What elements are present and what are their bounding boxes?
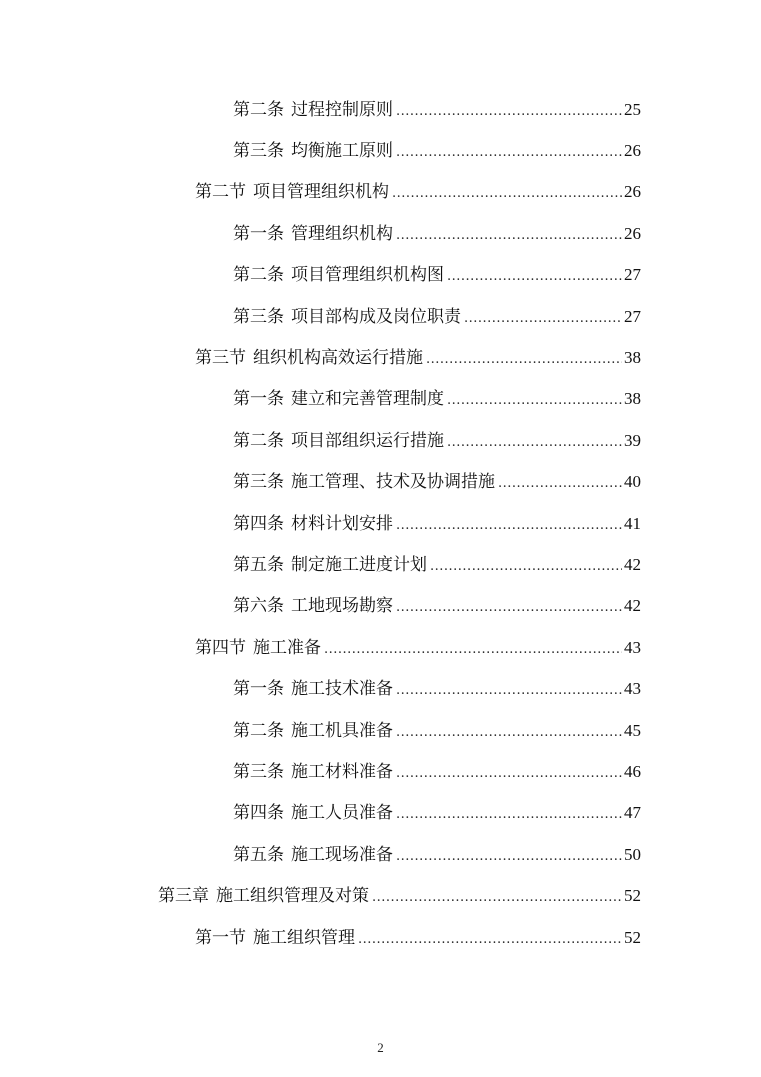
toc-entry-row — [233, 555, 641, 577]
toc-dot-leader — [396, 598, 622, 618]
toc-entry-heading — [233, 472, 495, 492]
toc-dot-leader — [498, 474, 622, 494]
toc-entry-page: 47 — [624, 803, 641, 823]
toc-entry-title: 制定施工进度计划 — [291, 554, 427, 575]
toc-dot-leader — [396, 847, 622, 867]
toc-entry-number: 第一节 — [195, 927, 246, 948]
toc-dot-leader — [447, 433, 622, 453]
page-number: 2 — [377, 1040, 384, 1055]
toc-entry-row — [233, 679, 641, 701]
toc-entry-heading — [233, 555, 427, 575]
toc-entry-number: 第二条 — [233, 265, 284, 286]
toc-dot-leader — [396, 764, 622, 784]
toc-entry-number: 第二条 — [233, 430, 284, 451]
toc-entry-page: 52 — [624, 927, 641, 947]
toc-entry-page: 38 — [624, 389, 641, 409]
toc-entry-page: 41 — [624, 513, 641, 533]
toc-entry[interactable] — [0, 380, 761, 421]
toc-entry-heading — [233, 224, 393, 244]
toc-entry-title: 建立和完善管理制度 — [291, 389, 444, 410]
toc-entry[interactable] — [0, 90, 761, 131]
toc-entry-title: 施工技术准备 — [291, 679, 393, 700]
toc-dot-leader — [396, 681, 622, 701]
toc-dot-leader — [396, 143, 622, 163]
toc-entry-title: 项目管理组织机构图 — [291, 265, 444, 286]
toc-entry-number: 第二条 — [233, 99, 284, 120]
toc-entry-title: 管理组织机构 — [291, 223, 393, 244]
toc-entry[interactable] — [0, 628, 761, 669]
toc-entry-heading — [195, 928, 355, 948]
toc-entry-number: 第五条 — [233, 554, 284, 575]
toc-entry-number: 第三节 — [195, 348, 246, 369]
toc-entry-row — [233, 803, 641, 825]
toc-dot-leader — [430, 557, 622, 577]
toc-entry-title: 施工材料准备 — [291, 761, 393, 782]
toc-entry-row — [195, 928, 641, 950]
toc-entry-row — [233, 762, 641, 784]
toc-dot-leader — [396, 805, 622, 825]
toc-dot-leader — [396, 226, 622, 246]
toc-entry-row — [233, 721, 641, 743]
toc-entry-number: 第二节 — [195, 182, 246, 203]
toc-entry[interactable] — [0, 504, 761, 545]
toc-entry-number: 第三条 — [233, 761, 284, 782]
toc-entry-row — [233, 472, 641, 494]
toc-entry-heading — [233, 431, 444, 451]
toc-entry-page: 45 — [624, 720, 641, 740]
toc-entry[interactable] — [0, 421, 761, 462]
toc-entry-page: 26 — [624, 141, 641, 161]
toc-entry[interactable] — [0, 918, 761, 959]
toc-entry[interactable] — [0, 669, 761, 710]
toc-dot-leader — [447, 267, 622, 287]
toc-entry-row — [195, 182, 641, 204]
toc-dot-leader — [396, 102, 622, 122]
toc-entry-number: 第二条 — [233, 720, 284, 741]
toc-entry-heading — [233, 679, 393, 699]
toc-entry-row — [233, 431, 641, 453]
toc-entry[interactable] — [0, 338, 761, 379]
toc-entry-heading — [158, 886, 369, 906]
toc-entry-title: 施工组织管理及对策 — [216, 886, 369, 907]
toc-entry-heading — [233, 141, 393, 161]
toc-entry-row — [233, 596, 641, 618]
toc-entry-page: 26 — [624, 182, 641, 202]
toc-entry-number: 第四节 — [195, 637, 246, 658]
toc-entry-title: 项目管理组织机构 — [253, 182, 389, 203]
toc-entry-page: 43 — [624, 637, 641, 657]
toc-entry-number: 第三条 — [233, 141, 284, 162]
toc-entry-row — [195, 638, 641, 660]
toc-entry-number: 第六条 — [233, 596, 284, 617]
toc-entry[interactable] — [0, 835, 761, 876]
toc-entry[interactable] — [0, 131, 761, 172]
toc-entry-heading — [195, 182, 389, 202]
toc-entry-title: 施工机具准备 — [291, 720, 393, 741]
toc-entry-number: 第三章 — [158, 886, 209, 907]
toc-entry-title: 施工管理、技术及协调措施 — [291, 472, 495, 493]
toc-entry-number: 第三条 — [233, 472, 284, 493]
toc-entry-title: 项目部构成及岗位职责 — [291, 306, 461, 327]
toc-entry-title: 施工组织管理 — [253, 927, 355, 948]
toc-entry-page: 42 — [624, 596, 641, 616]
toc-entry[interactable] — [0, 214, 761, 255]
toc-entry-row — [233, 100, 641, 122]
toc-entry-row — [233, 141, 641, 163]
toc-entry[interactable] — [0, 256, 761, 297]
toc-entry[interactable] — [0, 876, 761, 917]
toc-entry[interactable] — [0, 297, 761, 338]
toc-entry-title: 工地现场勘察 — [291, 596, 393, 617]
toc-entry-page: 26 — [624, 223, 641, 243]
toc-entry-title: 施工人员准备 — [291, 803, 393, 824]
toc-entry[interactable] — [0, 545, 761, 586]
toc-entry-number: 第一条 — [233, 679, 284, 700]
toc-entry[interactable] — [0, 173, 761, 214]
toc-entry-page: 42 — [624, 554, 641, 574]
toc-entry-heading — [233, 265, 444, 285]
toc-entry-row — [233, 514, 641, 536]
toc-entry-page: 39 — [624, 430, 641, 450]
toc-entry-number: 第五条 — [233, 844, 284, 865]
toc-dot-leader — [372, 888, 622, 908]
toc-entry-row — [233, 265, 641, 287]
toc-entry-page: 38 — [624, 348, 641, 368]
table-of-contents — [0, 90, 761, 959]
toc-entry-heading — [233, 762, 393, 782]
toc-entry-number: 第四条 — [233, 513, 284, 534]
toc-entry-title: 项目部组织运行措施 — [291, 430, 444, 451]
toc-entry[interactable] — [0, 587, 761, 628]
toc-entry-heading — [233, 307, 461, 327]
toc-dot-leader — [324, 640, 622, 660]
toc-entry-row — [233, 224, 641, 246]
toc-entry-heading — [233, 389, 444, 409]
toc-entry-title: 施工准备 — [253, 637, 321, 658]
toc-dot-leader — [447, 391, 622, 411]
toc-entry-title: 过程控制原则 — [291, 99, 393, 120]
toc-entry-page: 52 — [624, 886, 641, 906]
toc-entry[interactable] — [0, 752, 761, 793]
toc-dot-leader — [396, 723, 622, 743]
toc-entry-row — [195, 348, 641, 370]
toc-entry-page: 27 — [624, 306, 641, 326]
toc-dot-leader — [392, 184, 622, 204]
toc-entry-page: 27 — [624, 265, 641, 285]
toc-entry-row — [158, 886, 641, 908]
toc-entry-heading — [233, 845, 393, 865]
toc-entry-number: 第一条 — [233, 389, 284, 410]
toc-entry-heading — [233, 596, 393, 616]
toc-dot-leader — [464, 309, 622, 329]
toc-entry-heading — [233, 100, 393, 120]
toc-entry[interactable] — [0, 711, 761, 752]
toc-entry-title: 均衡施工原则 — [291, 141, 393, 162]
toc-entry[interactable] — [0, 463, 761, 504]
toc-entry-number: 第三条 — [233, 306, 284, 327]
toc-entry-page: 46 — [624, 761, 641, 781]
toc-entry-title: 施工现场准备 — [291, 844, 393, 865]
toc-entry-number: 第一条 — [233, 223, 284, 244]
toc-entry-page: 25 — [624, 99, 641, 119]
toc-entry-page: 40 — [624, 472, 641, 492]
toc-entry-heading — [233, 803, 393, 823]
toc-entry-row — [233, 845, 641, 867]
toc-entry-title: 组织机构高效运行措施 — [253, 348, 423, 369]
toc-entry-row — [233, 389, 641, 411]
toc-entry-page: 43 — [624, 679, 641, 699]
toc-dot-leader — [396, 516, 622, 536]
toc-dot-leader — [358, 930, 622, 950]
toc-entry-heading — [233, 721, 393, 741]
toc-entry-heading — [195, 348, 423, 368]
toc-entry-page: 50 — [624, 844, 641, 864]
toc-dot-leader — [426, 350, 622, 370]
toc-entry-row — [233, 307, 641, 329]
toc-entry-number: 第四条 — [233, 803, 284, 824]
toc-entry-title: 材料计划安排 — [291, 513, 393, 534]
toc-entry-heading — [195, 638, 321, 658]
toc-entry[interactable] — [0, 794, 761, 835]
toc-entry-heading — [233, 514, 393, 534]
